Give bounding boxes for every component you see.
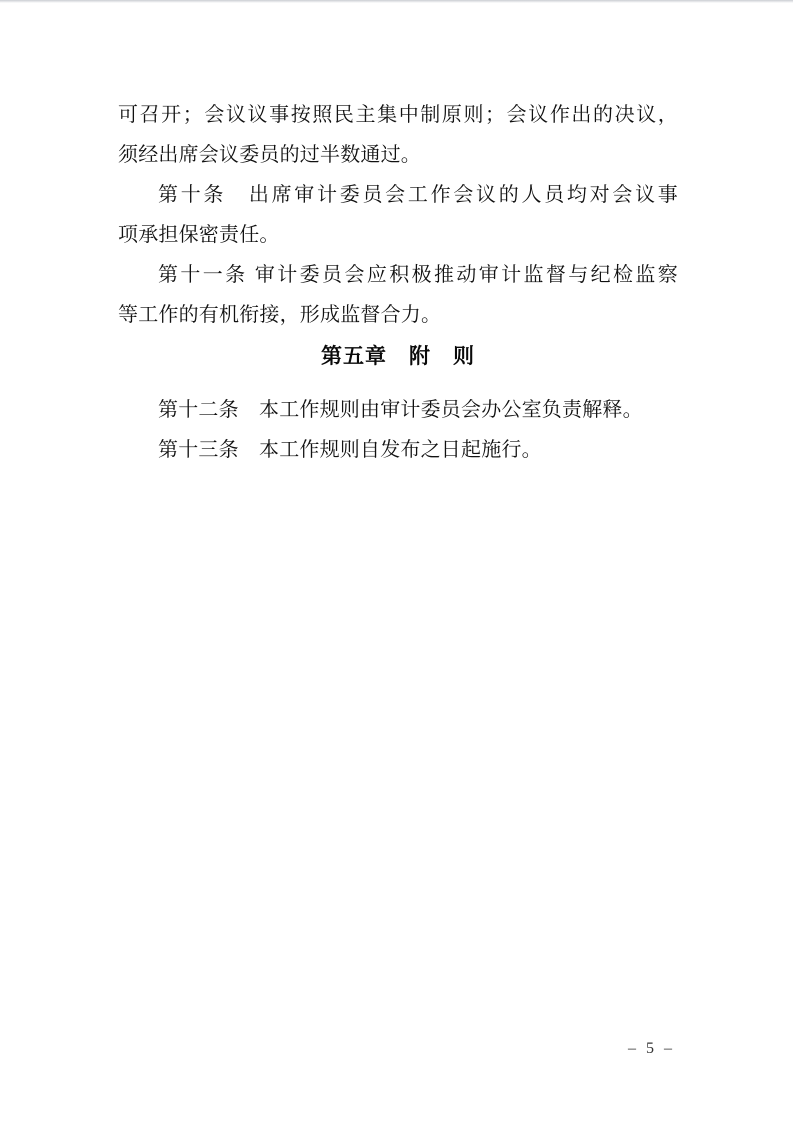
- article-11-line-1: 第十一条 审计委员会应积极推动审计监督与纪检监察: [158, 264, 678, 286]
- article-10-line-2: 项承担保密责任。: [118, 224, 280, 246]
- article-10-line-1: 第十条 出席审计委员会工作会议的人员均对会议事: [158, 184, 678, 206]
- body-line-1: 可召开；会议议事按照民主集中制原则；会议作出的决议，: [118, 104, 678, 126]
- body-line-2: 须经出席会议委员的过半数通过。: [118, 144, 421, 166]
- article-12-line: 第十二条 本工作规则由审计委员会办公室负责解释。: [158, 399, 643, 421]
- document-text-block: [118, 95, 678, 470]
- page-number: – 5 –: [628, 1040, 675, 1057]
- chapter-5-heading: 第五章 附 则: [321, 345, 475, 368]
- scan-artifact-top-edge: [0, 0, 793, 3]
- article-11-line-2: 等工作的有机衔接，形成监督合力。: [118, 304, 442, 326]
- article-13-line: 第十三条 本工作规则自发布之日起施行。: [158, 439, 542, 461]
